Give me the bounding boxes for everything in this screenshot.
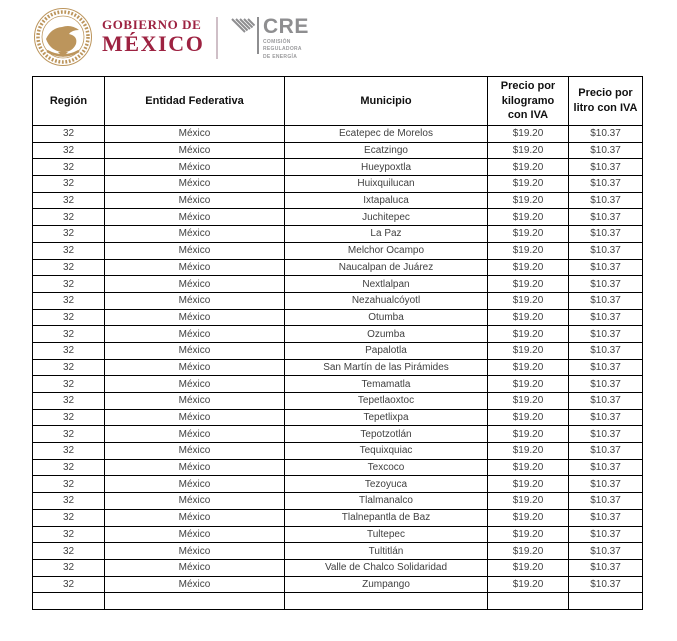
cell-precio-litro: $10.37 xyxy=(569,393,643,410)
table-row xyxy=(33,376,643,393)
cell-precio-kilogramo: $19.20 xyxy=(488,276,569,293)
cell-region: 32 xyxy=(33,259,105,276)
gobierno-line2: MÉXICO xyxy=(102,31,205,57)
cell-region: 32 xyxy=(33,159,105,176)
cell-precio-litro: $10.37 xyxy=(569,476,643,493)
cell-precio-kilogramo: $19.20 xyxy=(488,176,569,193)
table-row xyxy=(33,559,643,576)
cell-municipio: Melchor Ocampo xyxy=(285,242,488,259)
cell-municipio: Papalotla xyxy=(285,342,488,359)
cell-entidad-federativa: México xyxy=(105,476,285,493)
cre-subtitle-line: COMISIÓN xyxy=(263,38,291,45)
table-row xyxy=(33,509,643,526)
table-row xyxy=(33,276,643,293)
cell-precio-kilogramo: $19.20 xyxy=(488,493,569,510)
cell-entidad-federativa: México xyxy=(105,376,285,393)
cell-entidad-federativa: México xyxy=(105,493,285,510)
table-row xyxy=(33,393,643,410)
cell-entidad-federativa: México xyxy=(105,309,285,326)
cell-region: 32 xyxy=(33,493,105,510)
table-row xyxy=(33,493,643,510)
cell-region: 32 xyxy=(33,276,105,293)
cell-municipio: Ixtapaluca xyxy=(285,192,488,209)
table-row xyxy=(33,226,643,243)
cell-precio-kilogramo: $19.20 xyxy=(488,559,569,576)
cell-entidad-federativa: México xyxy=(105,226,285,243)
cell-region: 32 xyxy=(33,459,105,476)
cre-logo-bar xyxy=(257,17,260,54)
cell-precio-kilogramo: $19.20 xyxy=(488,409,569,426)
cell-precio-litro: $10.37 xyxy=(569,342,643,359)
cell-precio-litro: $10.37 xyxy=(569,209,643,226)
table-row xyxy=(33,292,643,309)
cell-precio-kilogramo: $19.20 xyxy=(488,393,569,410)
cell-precio-litro: $10.37 xyxy=(569,459,643,476)
cell-precio-litro: $10.37 xyxy=(569,509,643,526)
site-header xyxy=(33,4,309,70)
cell-region: 32 xyxy=(33,309,105,326)
cell-region: 32 xyxy=(33,342,105,359)
cell-precio-litro: $10.37 xyxy=(569,326,643,343)
cell-municipio: Tepotzotlán xyxy=(285,426,488,443)
cell-municipio: Hueypoxtla xyxy=(285,159,488,176)
table-row xyxy=(33,359,643,376)
gobierno-de-mexico-wordmark xyxy=(102,18,206,55)
cell-region: 32 xyxy=(33,443,105,460)
cell-entidad-federativa: México xyxy=(105,192,285,209)
cell-precio-litro: $10.37 xyxy=(569,576,643,593)
column-header-precio-kilogramo: Precio por kilogramo con IVA xyxy=(488,77,569,126)
cell-precio-kilogramo: $19.20 xyxy=(488,259,569,276)
cell-precio-litro: $10.37 xyxy=(569,159,643,176)
cell-region: 32 xyxy=(33,509,105,526)
cell-entidad-federativa: México xyxy=(105,326,285,343)
cell-region: 32 xyxy=(33,142,105,159)
table-row xyxy=(33,192,643,209)
table-row xyxy=(33,543,643,560)
table-partial-row-clipped xyxy=(33,593,643,610)
cell-precio-litro: $10.37 xyxy=(569,359,643,376)
cell-precio-litro: $10.37 xyxy=(569,192,643,209)
cell-entidad-federativa: México xyxy=(105,259,285,276)
cell-municipio: Nextlalpan xyxy=(285,276,488,293)
cell-precio-litro: $10.37 xyxy=(569,309,643,326)
cell-municipio: Texcoco xyxy=(285,459,488,476)
cell-municipio: Ecatzingo xyxy=(285,142,488,159)
cell-municipio: San Martín de las Pirámides xyxy=(285,359,488,376)
cell-entidad-federativa: México xyxy=(105,576,285,593)
cell-municipio: Zumpango xyxy=(285,576,488,593)
table-row xyxy=(33,476,643,493)
table-row xyxy=(33,326,643,343)
cell-precio-kilogramo: $19.20 xyxy=(488,309,569,326)
cell-region: 32 xyxy=(33,393,105,410)
table-row xyxy=(33,459,643,476)
cell-region: 32 xyxy=(33,576,105,593)
cell-precio-kilogramo: $19.20 xyxy=(488,426,569,443)
cell-entidad-federativa: México xyxy=(105,409,285,426)
table-header-row xyxy=(33,77,643,126)
table-row xyxy=(33,176,643,193)
cell-precio-litro: $10.37 xyxy=(569,526,643,543)
cell-region: 32 xyxy=(33,559,105,576)
table-row xyxy=(33,242,643,259)
column-header-municipio: Municipio xyxy=(285,77,488,126)
cre-text xyxy=(263,14,309,61)
cell-precio-kilogramo: $19.20 xyxy=(488,192,569,209)
cell-region: 32 xyxy=(33,426,105,443)
cell-precio-kilogramo: $19.20 xyxy=(488,209,569,226)
cell-precio-litro: $10.37 xyxy=(569,292,643,309)
table-row xyxy=(33,526,643,543)
cell-municipio: Ecatepec de Morelos xyxy=(285,126,488,143)
cre-subtitle xyxy=(263,39,309,62)
cell-precio-kilogramo: $19.20 xyxy=(488,443,569,460)
cell-region: 32 xyxy=(33,176,105,193)
cell-municipio: Tlalnepantla de Baz xyxy=(285,509,488,526)
column-header-precio-litro: Precio por litro con IVA xyxy=(569,77,643,126)
cell-precio-litro: $10.37 xyxy=(569,142,643,159)
table-row xyxy=(33,443,643,460)
table-header xyxy=(33,77,643,126)
cell-precio-kilogramo: $19.20 xyxy=(488,159,569,176)
cell-precio-litro: $10.37 xyxy=(569,443,643,460)
cell-entidad-federativa: México xyxy=(105,292,285,309)
price-table xyxy=(32,76,643,610)
cell-entidad-federativa: México xyxy=(105,526,285,543)
cell-municipio: Tequixquiac xyxy=(285,443,488,460)
cell-entidad-federativa: México xyxy=(105,426,285,443)
cell-entidad-federativa: México xyxy=(105,159,285,176)
cell-entidad-federativa: México xyxy=(105,459,285,476)
cell-municipio: Tepetlaoxtoc xyxy=(285,393,488,410)
cell-region: 32 xyxy=(33,242,105,259)
cell-entidad-federativa: México xyxy=(105,276,285,293)
cell-region: 32 xyxy=(33,192,105,209)
cell-entidad-federativa: México xyxy=(105,443,285,460)
table-row xyxy=(33,409,643,426)
table-row xyxy=(33,126,643,143)
table-row xyxy=(33,159,643,176)
cell-precio-kilogramo: $19.20 xyxy=(488,226,569,243)
cell-region: 32 xyxy=(33,226,105,243)
cell-region: 32 xyxy=(33,543,105,560)
cell-region: 32 xyxy=(33,476,105,493)
cell-precio-kilogramo: $19.20 xyxy=(488,476,569,493)
cell-entidad-federativa: México xyxy=(105,559,285,576)
column-header-region: Región xyxy=(33,77,105,126)
cell-municipio: Naucalpan de Juárez xyxy=(285,259,488,276)
cell-precio-kilogramo: $19.20 xyxy=(488,543,569,560)
cell-municipio: Tlalmanalco xyxy=(285,493,488,510)
cell-region: 32 xyxy=(33,526,105,543)
cell-precio-litro: $10.37 xyxy=(569,242,643,259)
cell-municipio: Juchitepec xyxy=(285,209,488,226)
cell-region: 32 xyxy=(33,359,105,376)
cre-acronym: CRE xyxy=(263,14,309,38)
cell-municipio: Tezoyuca xyxy=(285,476,488,493)
cell-municipio: Valle de Chalco Solidaridad xyxy=(285,559,488,576)
cell-region: 32 xyxy=(33,209,105,226)
cell-precio-kilogramo: $19.20 xyxy=(488,142,569,159)
cell-precio-kilogramo: $19.20 xyxy=(488,459,569,476)
cell-precio-litro: $10.37 xyxy=(569,426,643,443)
cell-region: 32 xyxy=(33,409,105,426)
cell-municipio: Huixquilucan xyxy=(285,176,488,193)
cell-precio-litro: $10.37 xyxy=(569,276,643,293)
cell-entidad-federativa: México xyxy=(105,126,285,143)
cell-precio-kilogramo: $19.20 xyxy=(488,342,569,359)
cell-precio-kilogramo: $19.20 xyxy=(488,242,569,259)
table-row-partial xyxy=(33,593,643,610)
table-row xyxy=(33,426,643,443)
cell-region: 32 xyxy=(33,292,105,309)
cell-precio-litro: $10.37 xyxy=(569,226,643,243)
cell-precio-litro: $10.37 xyxy=(569,376,643,393)
cell-municipio: Otumba xyxy=(285,309,488,326)
cell-entidad-federativa: México xyxy=(105,176,285,193)
cell-precio-litro: $10.37 xyxy=(569,259,643,276)
cell-precio-kilogramo: $19.20 xyxy=(488,509,569,526)
cell-region: 32 xyxy=(33,126,105,143)
cell-precio-litro: $10.37 xyxy=(569,559,643,576)
cell-municipio: Temamatla xyxy=(285,376,488,393)
cre-hatch-icon xyxy=(231,18,255,38)
cell-precio-kilogramo: $19.20 xyxy=(488,292,569,309)
table-row xyxy=(33,142,643,159)
cell-entidad-federativa: México xyxy=(105,342,285,359)
gobierno-line1: GOBIERNO DE xyxy=(102,17,202,33)
mexico-coat-of-arms-icon xyxy=(33,7,93,67)
header-divider xyxy=(216,17,218,59)
cell-entidad-federativa: México xyxy=(105,142,285,159)
cell-precio-kilogramo: $19.20 xyxy=(488,126,569,143)
cell-precio-kilogramo: $19.20 xyxy=(488,576,569,593)
table-row xyxy=(33,309,643,326)
table-row xyxy=(33,576,643,593)
cell-municipio: La Paz xyxy=(285,226,488,243)
cell-region: 32 xyxy=(33,376,105,393)
cell-municipio: Tepetlixpa xyxy=(285,409,488,426)
cell-precio-kilogramo: $19.20 xyxy=(488,376,569,393)
cell-precio-kilogramo: $19.20 xyxy=(488,359,569,376)
cell-entidad-federativa: México xyxy=(105,359,285,376)
table-row xyxy=(33,209,643,226)
cell-entidad-federativa: México xyxy=(105,543,285,560)
cell-precio-litro: $10.37 xyxy=(569,543,643,560)
cell-precio-litro: $10.37 xyxy=(569,493,643,510)
cre-subtitle-line: DE ENERGÍA xyxy=(263,53,298,60)
cell-entidad-federativa: México xyxy=(105,393,285,410)
cell-precio-kilogramo: $19.20 xyxy=(488,326,569,343)
cell-municipio: Nezahualcóyotl xyxy=(285,292,488,309)
cell-region: 32 xyxy=(33,326,105,343)
cell-precio-litro: $10.37 xyxy=(569,176,643,193)
cre-subtitle-line: REGULADORA xyxy=(263,46,302,53)
cell-entidad-federativa: México xyxy=(105,509,285,526)
table-row xyxy=(33,259,643,276)
cell-municipio: Tultitlán xyxy=(285,543,488,560)
column-header-entidad-federativa: Entidad Federativa xyxy=(105,77,285,126)
cell-entidad-federativa: México xyxy=(105,209,285,226)
cell-precio-kilogramo: $19.20 xyxy=(488,526,569,543)
cell-municipio: Tultepec xyxy=(285,526,488,543)
cell-municipio: Ozumba xyxy=(285,326,488,343)
table-row xyxy=(33,342,643,359)
cell-precio-litro: $10.37 xyxy=(569,126,643,143)
cell-precio-litro: $10.37 xyxy=(569,409,643,426)
table-body xyxy=(33,126,643,593)
cre-logo xyxy=(231,14,309,61)
cell-entidad-federativa: México xyxy=(105,242,285,259)
